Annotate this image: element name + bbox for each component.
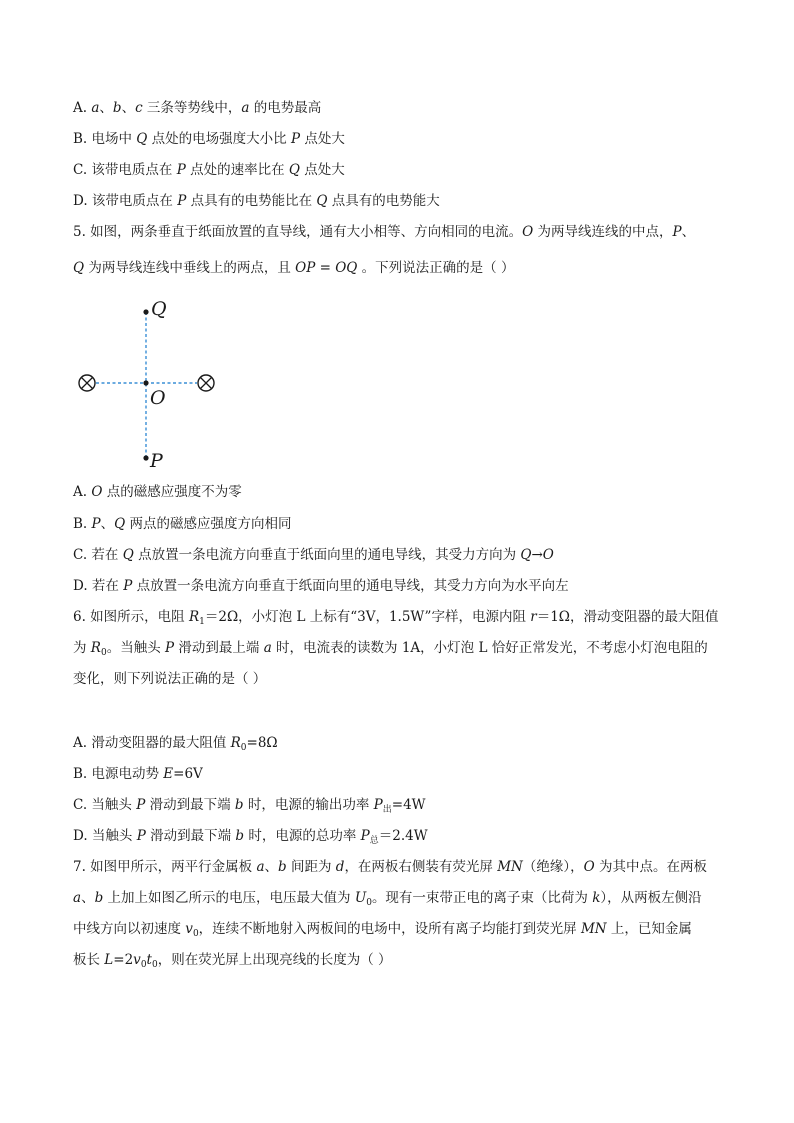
- subscript: 0: [366, 898, 372, 908]
- wire-left-icon: [79, 375, 95, 391]
- q4-option-c: [73, 161, 345, 179]
- text: =2: [113, 952, 134, 968]
- text: 滑动到最下端: [145, 828, 236, 844]
- var-r: R: [90, 640, 101, 656]
- var-e: E: [163, 766, 174, 782]
- direction: Q→O: [520, 547, 554, 563]
- q6-stem-line2: [73, 639, 708, 662]
- text: ，在两板右侧装有荧光屏: [344, 859, 498, 875]
- text: 时，电流表的读数为 1A，小灯泡 L 恰好正常发光，不考虑小灯泡电阻的: [271, 640, 708, 656]
- text: B.: [73, 516, 92, 532]
- text: （绝缘），: [522, 859, 584, 875]
- text: 5. 如图，两条垂直于纸面放置的直导线，通有大小相等、方向相同的电流。: [73, 224, 523, 240]
- var-u: U: [354, 890, 367, 906]
- var-q: Q: [136, 131, 148, 147]
- text: 、: [681, 224, 696, 240]
- var-t: t: [146, 952, 152, 968]
- var-p: P: [165, 640, 175, 656]
- var-p: P: [176, 162, 186, 178]
- var-k: k: [592, 890, 601, 906]
- var-r: R: [230, 735, 241, 751]
- subscript: 0: [192, 929, 199, 939]
- q5-option-c: [73, 546, 554, 564]
- var-p: P: [136, 828, 146, 844]
- label-p: P: [150, 450, 163, 472]
- var-q: Q: [114, 516, 126, 532]
- point-p: [143, 455, 148, 460]
- var-b: b: [278, 859, 287, 875]
- q5-option-d: [73, 577, 569, 595]
- var-r: R: [188, 609, 200, 625]
- text: B. 电场中: [73, 131, 137, 147]
- var-q: Q: [73, 260, 85, 276]
- text: 点具有的电势能大: [327, 193, 440, 209]
- text: =6V: [173, 766, 203, 782]
- q6-option-d: [73, 827, 428, 850]
- q5-stem-line1: [73, 223, 695, 241]
- text: 点的磁感应强度不为零: [102, 484, 242, 500]
- wire-right-icon: [198, 375, 214, 391]
- var-p: P: [136, 797, 146, 813]
- option-label: A.: [73, 100, 92, 116]
- text: 中线方向以初速度: [73, 921, 186, 937]
- subscript: 总: [369, 836, 379, 846]
- var-p: P: [360, 828, 370, 844]
- q7-stem-line2: [73, 889, 702, 912]
- sep: 、: [100, 516, 115, 532]
- text: 。下列说法正确的是（ ）: [357, 260, 515, 276]
- q6-option-b: [73, 765, 203, 783]
- q6-stem-line3: [73, 670, 266, 688]
- q6-stem-line1: [73, 608, 719, 631]
- text: ，则在荧光屏上出现亮线的长度为（ ）: [157, 952, 392, 968]
- var-a: a: [263, 640, 272, 656]
- text: 。现有一束带正电的离子束（比荷为: [371, 890, 593, 906]
- text: D. 当触头: [73, 828, 137, 844]
- var-r-small: r: [530, 609, 537, 625]
- text: D. 该带电质点在: [73, 193, 178, 209]
- subscript: 1: [199, 617, 205, 627]
- text: ＝2.4W: [378, 828, 428, 844]
- equation: OP = OQ: [295, 260, 358, 276]
- text: A.: [73, 484, 92, 500]
- text: 7. 如图甲所示，两平行金属板: [73, 859, 257, 875]
- point-o: [143, 380, 148, 385]
- text: 点处大: [300, 162, 345, 178]
- text: ，连续不断地射入两板间的电场中，设所有离子均能打到荧光屏: [198, 921, 581, 937]
- var-d: d: [335, 859, 345, 875]
- var-a: a: [241, 100, 250, 116]
- text: 点具有的电势能比在: [186, 193, 317, 209]
- var-b: b: [234, 797, 244, 813]
- q5-stem-line2: [73, 259, 514, 277]
- var-p: P: [177, 193, 187, 209]
- text: D. 若在: [73, 578, 124, 594]
- var-q: Q: [288, 162, 300, 178]
- var-c: c: [135, 100, 143, 116]
- label-q: Q: [151, 298, 167, 320]
- q6-option-c: [73, 796, 426, 819]
- q7-stem-line3: [73, 920, 692, 943]
- subscript: 出: [382, 805, 392, 815]
- text: C. 当触头: [73, 797, 137, 813]
- q4-option-d: [73, 192, 440, 210]
- text: 时，电源的总功率: [244, 828, 361, 844]
- q7-stem-line1: [73, 858, 707, 876]
- text: 6. 如图所示，电阻: [73, 609, 189, 625]
- sep: 、: [121, 100, 136, 116]
- text: 为: [73, 640, 91, 656]
- text: C. 该带电质点在: [73, 162, 177, 178]
- var-o: O: [91, 484, 103, 500]
- q7-stem-line4: [73, 951, 392, 974]
- var-o: O: [583, 859, 595, 875]
- text: 为两导线连线中垂线上的两点，且: [84, 260, 296, 276]
- subscript: 0: [151, 960, 158, 970]
- var-b: b: [112, 100, 122, 116]
- var-q: Q: [316, 193, 328, 209]
- q5-option-b: [73, 515, 291, 533]
- subscript: 0: [100, 648, 107, 658]
- var-l: L: [104, 952, 114, 968]
- var-a: a: [256, 859, 265, 875]
- text: 滑动到最上端: [174, 640, 264, 656]
- subscript: 0: [140, 960, 147, 970]
- var-a: a: [91, 100, 100, 116]
- q4-option-a: [73, 99, 321, 117]
- text: 上加上如图乙所示的电压，电压最大值为: [103, 890, 355, 906]
- text: 为两导线连线的中点，: [533, 224, 673, 240]
- var-p: P: [123, 578, 133, 594]
- var-p: P: [373, 797, 383, 813]
- text: =4W: [391, 797, 426, 813]
- var-v: v: [185, 921, 193, 937]
- wire-diagram: [70, 292, 230, 472]
- text: A. 滑动变阻器的最大阻值: [73, 735, 231, 751]
- point-q: [143, 309, 148, 314]
- text: ＝2Ω，小灯泡 L 上标有“3V，1.5W”字样，电源内阻: [204, 609, 531, 625]
- sep: 、: [81, 890, 95, 906]
- text: 间距为: [286, 859, 336, 875]
- text: 两点的磁感应强度方向相同: [125, 516, 292, 532]
- label-o: O: [150, 387, 166, 409]
- text: =8Ω: [246, 735, 278, 751]
- var-o: O: [522, 224, 534, 240]
- text: 的电势最高: [249, 100, 322, 116]
- q5-option-a: [73, 483, 242, 501]
- var-v: v: [133, 952, 141, 968]
- text: B. 电源电动势: [73, 766, 164, 782]
- var-p: P: [290, 131, 301, 147]
- text: 点处的速率比在: [185, 162, 289, 178]
- text: 点处大: [300, 131, 345, 147]
- text: 点放置一条电流方向垂直于纸面向里的通电导线，其受力方向为水平向左: [132, 578, 569, 594]
- text: ），从两板左侧沿: [600, 890, 702, 906]
- sep: 、: [264, 859, 279, 875]
- var-b: b: [235, 828, 245, 844]
- q4-option-b: [73, 130, 345, 148]
- text: 为其中点。在两板: [594, 859, 707, 875]
- var-a: a: [73, 890, 82, 906]
- text: 板长: [73, 952, 105, 968]
- sep: 、: [99, 100, 113, 116]
- var-p: P: [91, 516, 101, 532]
- text: 。当触头: [106, 640, 165, 656]
- text: 点处的电场强度大小比: [147, 131, 291, 147]
- text: 变化，则下列说法正确的是（ ）: [73, 671, 267, 687]
- subscript: 0: [240, 743, 247, 753]
- text: 上，已知金属: [606, 921, 692, 937]
- var-b: b: [94, 890, 104, 906]
- var-mn: MN: [580, 921, 607, 937]
- var-mn: MN: [497, 859, 523, 875]
- text: 时，电源的输出功率: [243, 797, 374, 813]
- text: 三条等势线中，: [142, 100, 242, 116]
- text: 滑动到最下端: [145, 797, 235, 813]
- text: ＝1Ω，滑动变阻器的最大阻值: [536, 609, 719, 625]
- text: 点放置一条电流方向垂直于纸面向里的通电导线，其受力方向为: [133, 547, 521, 563]
- var-q: Q: [122, 547, 134, 563]
- q6-option-a: [73, 734, 278, 757]
- text: C. 若在: [73, 547, 123, 563]
- var-p: P: [672, 224, 682, 240]
